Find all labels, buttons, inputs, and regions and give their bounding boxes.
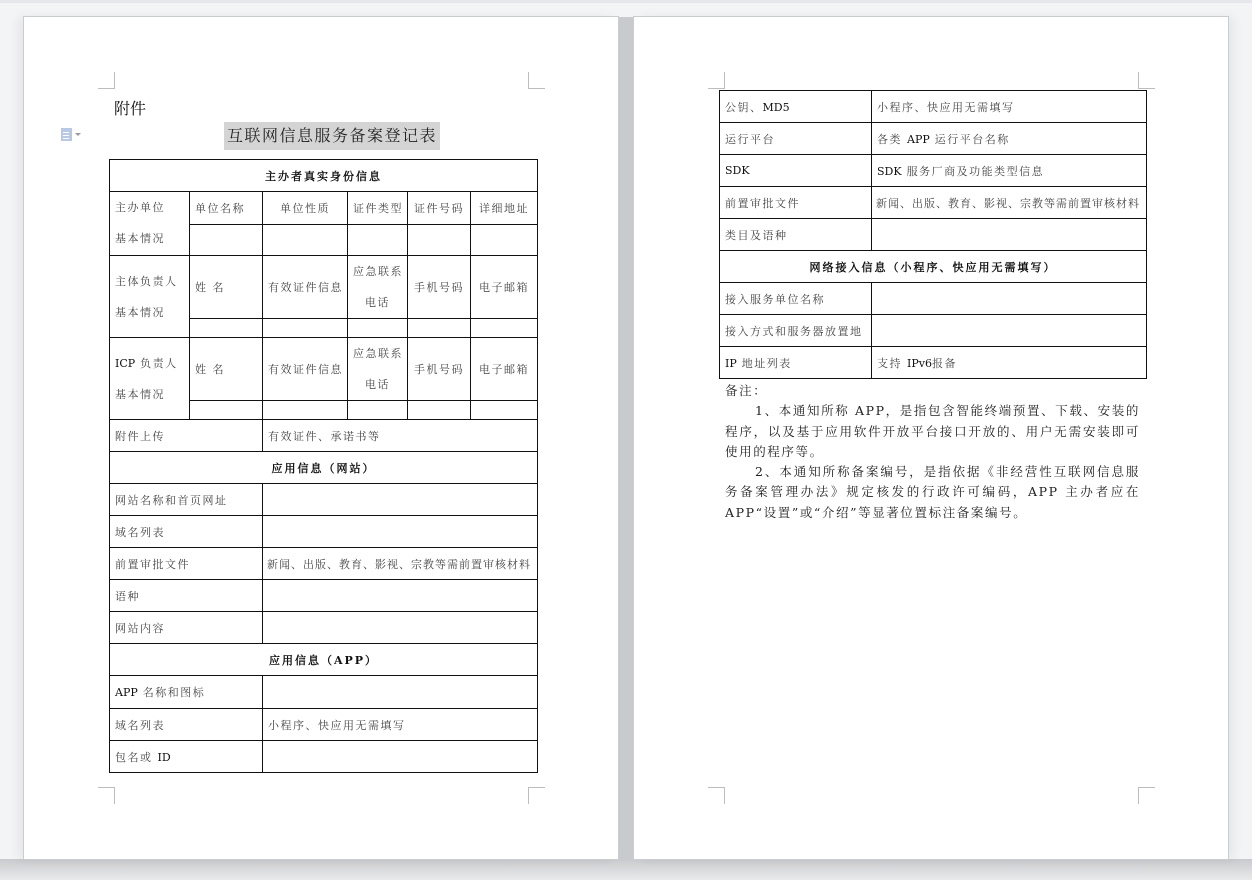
margin-corner-mark (98, 787, 115, 804)
attachment-upload-label: 附件上传 (110, 420, 263, 452)
website-row-label: 语种 (110, 580, 263, 612)
website-row-value[interactable] (263, 484, 538, 516)
app-row-label: APP 名称和图标 (110, 676, 263, 709)
app-row-value[interactable]: SDK 服务厂商及功能类型信息 (872, 155, 1147, 187)
margin-corner-mark (98, 72, 115, 89)
app-row-value[interactable] (263, 676, 538, 709)
column-header: 应急联系 电话 (348, 338, 408, 401)
app-row-value[interactable]: 小程序、快应用无需填写 (872, 91, 1147, 123)
column-header: 电子邮箱 (471, 256, 538, 319)
app-row-label: SDK (720, 155, 872, 187)
section-header-network: 网络接入信息（小程序、快应用无需填写） (720, 251, 1147, 283)
input-cell[interactable] (348, 225, 408, 256)
network-row-value[interactable] (872, 315, 1147, 347)
sponsor-unit-label: 主办单位 基本情况 (110, 192, 190, 256)
input-cell[interactable] (190, 319, 263, 338)
attachment-label: 附件 (114, 99, 147, 118)
network-row-value[interactable]: 支持 IPv6报备 (872, 347, 1147, 379)
section-header-identity: 主办者真实身份信息 (110, 160, 538, 192)
website-row-label: 网站名称和首页网址 (110, 484, 263, 516)
registration-table-page-1 (109, 159, 538, 773)
column-header: 有效证件信息 (263, 338, 348, 401)
margin-corner-mark (528, 72, 545, 89)
column-header: 姓 名 (190, 338, 263, 401)
app-row-value[interactable]: 新闻、出版、教育、影视、宗教等需前置审核材料 (872, 187, 1147, 219)
input-cell[interactable] (348, 319, 408, 338)
input-cell[interactable] (471, 401, 538, 420)
column-header: 证件号码 (408, 192, 471, 225)
input-cell[interactable] (471, 319, 538, 338)
column-header: 证件类型 (348, 192, 408, 225)
margin-corner-mark (528, 787, 545, 804)
input-cell[interactable] (263, 401, 348, 420)
page-gutter (618, 17, 634, 880)
window-top-edge (0, 0, 1252, 3)
column-header: 有效证件信息 (263, 256, 348, 319)
page-title[interactable]: 互联网信息服务备案登记表 (224, 122, 440, 150)
website-row-label: 网站内容 (110, 612, 263, 644)
app-row-label: 运行平台 (720, 123, 872, 155)
app-row-value[interactable]: 各类 APP 运行平台名称 (872, 123, 1147, 155)
input-cell[interactable] (263, 319, 348, 338)
notes-heading: 备注： (725, 383, 768, 398)
section-header-website: 应用信息（网站） (110, 452, 538, 484)
app-row-value[interactable] (872, 219, 1147, 251)
column-header: 单位名称 (190, 192, 263, 225)
website-row-value[interactable] (263, 516, 538, 548)
note-item: 1、本通知所称 APP，是指包含智能终端预置、下载、安装的程序，以及基于应用软件开放平台接口开放的、用户无需安装即可使用的程序等。 (725, 403, 1140, 459)
website-row-value[interactable]: 新闻、出版、教育、影视、宗教等需前置审核材料 (263, 548, 538, 580)
input-cell[interactable] (408, 401, 471, 420)
margin-corner-mark (708, 787, 725, 804)
app-row-label: 类目及语种 (720, 219, 872, 251)
network-row-value[interactable] (872, 283, 1147, 315)
website-row-label: 前置审批文件 (110, 548, 263, 580)
column-header: 手机号码 (408, 256, 471, 319)
input-cell[interactable] (408, 225, 471, 256)
input-cell[interactable] (190, 401, 263, 420)
input-cell[interactable] (408, 319, 471, 338)
chevron-down-icon (75, 133, 81, 136)
app-row-label: 公钥、MD5 (720, 91, 872, 123)
viewport-bottom-shade (0, 859, 1252, 880)
column-header: 手机号码 (408, 338, 471, 401)
column-header: 应急联系 电话 (348, 256, 408, 319)
margin-corner-mark (1138, 787, 1155, 804)
app-row-value[interactable]: 小程序、快应用无需填写 (263, 709, 538, 741)
column-header: 电子邮箱 (471, 338, 538, 401)
main-owner-label: 主体负责人 基本情况 (110, 256, 190, 338)
column-header: 姓 名 (190, 256, 263, 319)
notes-block (725, 381, 1140, 523)
network-row-label: IP 地址列表 (720, 347, 872, 379)
input-cell[interactable] (471, 225, 538, 256)
icp-owner-label: ICP 负责人 基本情况 (110, 338, 190, 420)
input-cell[interactable] (190, 225, 263, 256)
margin-corner-mark (708, 72, 725, 89)
input-cell[interactable] (263, 225, 348, 256)
network-row-label: 接入方式和服务器放置地 (720, 315, 872, 347)
website-row-value[interactable] (263, 612, 538, 644)
note-item: 2、本通知所称备案编号，是指依据《非经营性互联网信息服务备案管理办法》规定核发的行政许可编码，APP 主办者应在 APP“设置”或“介绍”等显著位置标注备案编号。 (725, 464, 1140, 520)
website-row-label: 域名列表 (110, 516, 263, 548)
registration-table-page-2 (719, 90, 1147, 379)
app-row-label: 域名列表 (110, 709, 263, 741)
app-row-label: 包名或 ID (110, 741, 263, 773)
paste-options-button[interactable] (61, 126, 85, 142)
column-header: 单位性质 (263, 192, 348, 225)
app-row-value[interactable] (263, 741, 538, 773)
column-header: 详细地址 (471, 192, 538, 225)
section-header-app: 应用信息（APP） (110, 644, 538, 676)
website-row-value[interactable] (263, 580, 538, 612)
document-paste-icon (61, 128, 72, 141)
attachment-upload-value[interactable]: 有效证件、承诺书等 (263, 420, 538, 452)
network-row-label: 接入服务单位名称 (720, 283, 872, 315)
input-cell[interactable] (348, 401, 408, 420)
margin-corner-mark (1138, 72, 1155, 89)
app-row-label: 前置审批文件 (720, 187, 872, 219)
